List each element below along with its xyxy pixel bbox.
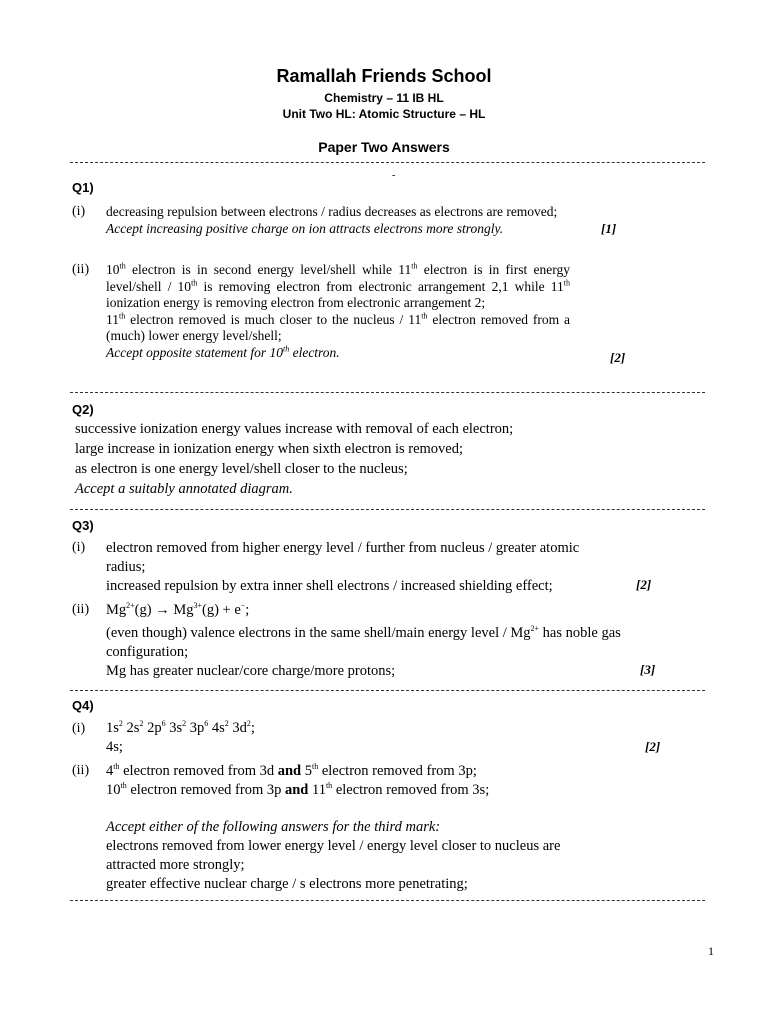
q4-i-mark: [2] [645,739,661,754]
divider [70,509,705,510]
q2-line: large increase in ionization energy when sixth electron is removed; [75,441,464,457]
q4-i-answer: $1s^2$ $2s^2$ $2p^6$ $3s^2$ $3p^6$ $4s^2$ $3d^2$; 4s; [106,719,570,757]
divider [70,392,705,393]
q3-i-label: (i) [72,540,86,555]
electron-configuration: $1s^2$ $2s^2$ $2p^6$ $3s^2$ $3p^6$ $4s^2$ $3d^2$; [106,719,255,736]
q4-i-label: (i) [72,721,86,736]
q3-i-mark: [2] [636,577,652,592]
q1-ii-label: (ii) [72,262,90,277]
q4-ii-label: (ii) [72,763,90,778]
q3-equation: $Mg^{2+}(g) \to Mg^{3+}(g) + e^-$; [106,601,250,618]
course-title: Chemistry – 11 IB HL [324,91,444,105]
q2-accept: Accept a suitably annotated diagram. [75,481,293,497]
q2-line: as electron is one energy level/shell closer to the nucleus; [75,461,408,477]
divider [70,900,705,901]
q1-i-text: decreasing repulsion between electrons / radius decreases as electrons are removed; [106,204,558,219]
q1-i-label: (i) [72,204,86,219]
q1-ii-answer: 10th electron is in second energy level/shell while 11th electron is in first energy level/shell / 10th is removing electron from electronic arrangement 2,1 while 11th ionization energy is removing electron from electronic arrangement 2; 11th electron removed is much closer to the nucleus / 11th electron removed from a (much) lower energy level/shell; Accept opposite statement for 10th electron. [106,261,570,360]
q1-i-accept: Accept increasing positive charge on ion attracts electrons more strongly. [106,220,504,236]
q2-answer [75,419,513,499]
q4-accept: Accept either of the following answers for the third mark: [106,819,441,835]
q1-label: Q1) [72,180,94,195]
q3-i-answer: electron removed from higher energy level / further from nucleus / greater atomic radius; increased repulsion by extra inner shell electrons / increased shielding effect; [106,540,580,594]
q3-ii-mark: [3] [640,662,656,677]
divider [70,162,705,163]
q2-label: Q2) [72,402,94,417]
q1-i-mark: [1] [601,221,617,236]
q3-ii-answer: $Mg^{2+}(g) \to Mg^{3+}(g) + e^-$; (even though) valence electrons in the same shell/main energy level / $Mg^{2+}$ has noble gas configuration; Mg has greater nuclear/core charge/more protons; [106,601,646,681]
q4-ii-answer: 4th electron removed from 3d and 5th electron removed from 3p; 10th electron removed from 3p and 11th electron removed from 3s; Accept either of the following answers for the third mark: electrons removed from lower energy level / energy level closer to nucleus are attracted more strongly; greater effective nuclear charge / s electrons more penetrating; [106,762,561,892]
q1-i-answer [106,204,570,237]
paper-title: Paper Two Answers [318,139,450,155]
q4-label: Q4) [72,698,94,713]
page-number: 1 [708,944,714,958]
q3-ii-label: (ii) [72,602,90,617]
q1-ii-mark: [2] [610,350,626,365]
stray-dash: - [392,170,396,181]
divider [70,690,705,691]
unit-title: Unit Two HL: Atomic Structure – HL [282,107,486,121]
school-name: Ramallah Friends School [276,66,492,86]
q3-label: Q3) [72,518,94,533]
q2-line: successive ionization energy values increase with removal of each electron; [75,421,514,437]
